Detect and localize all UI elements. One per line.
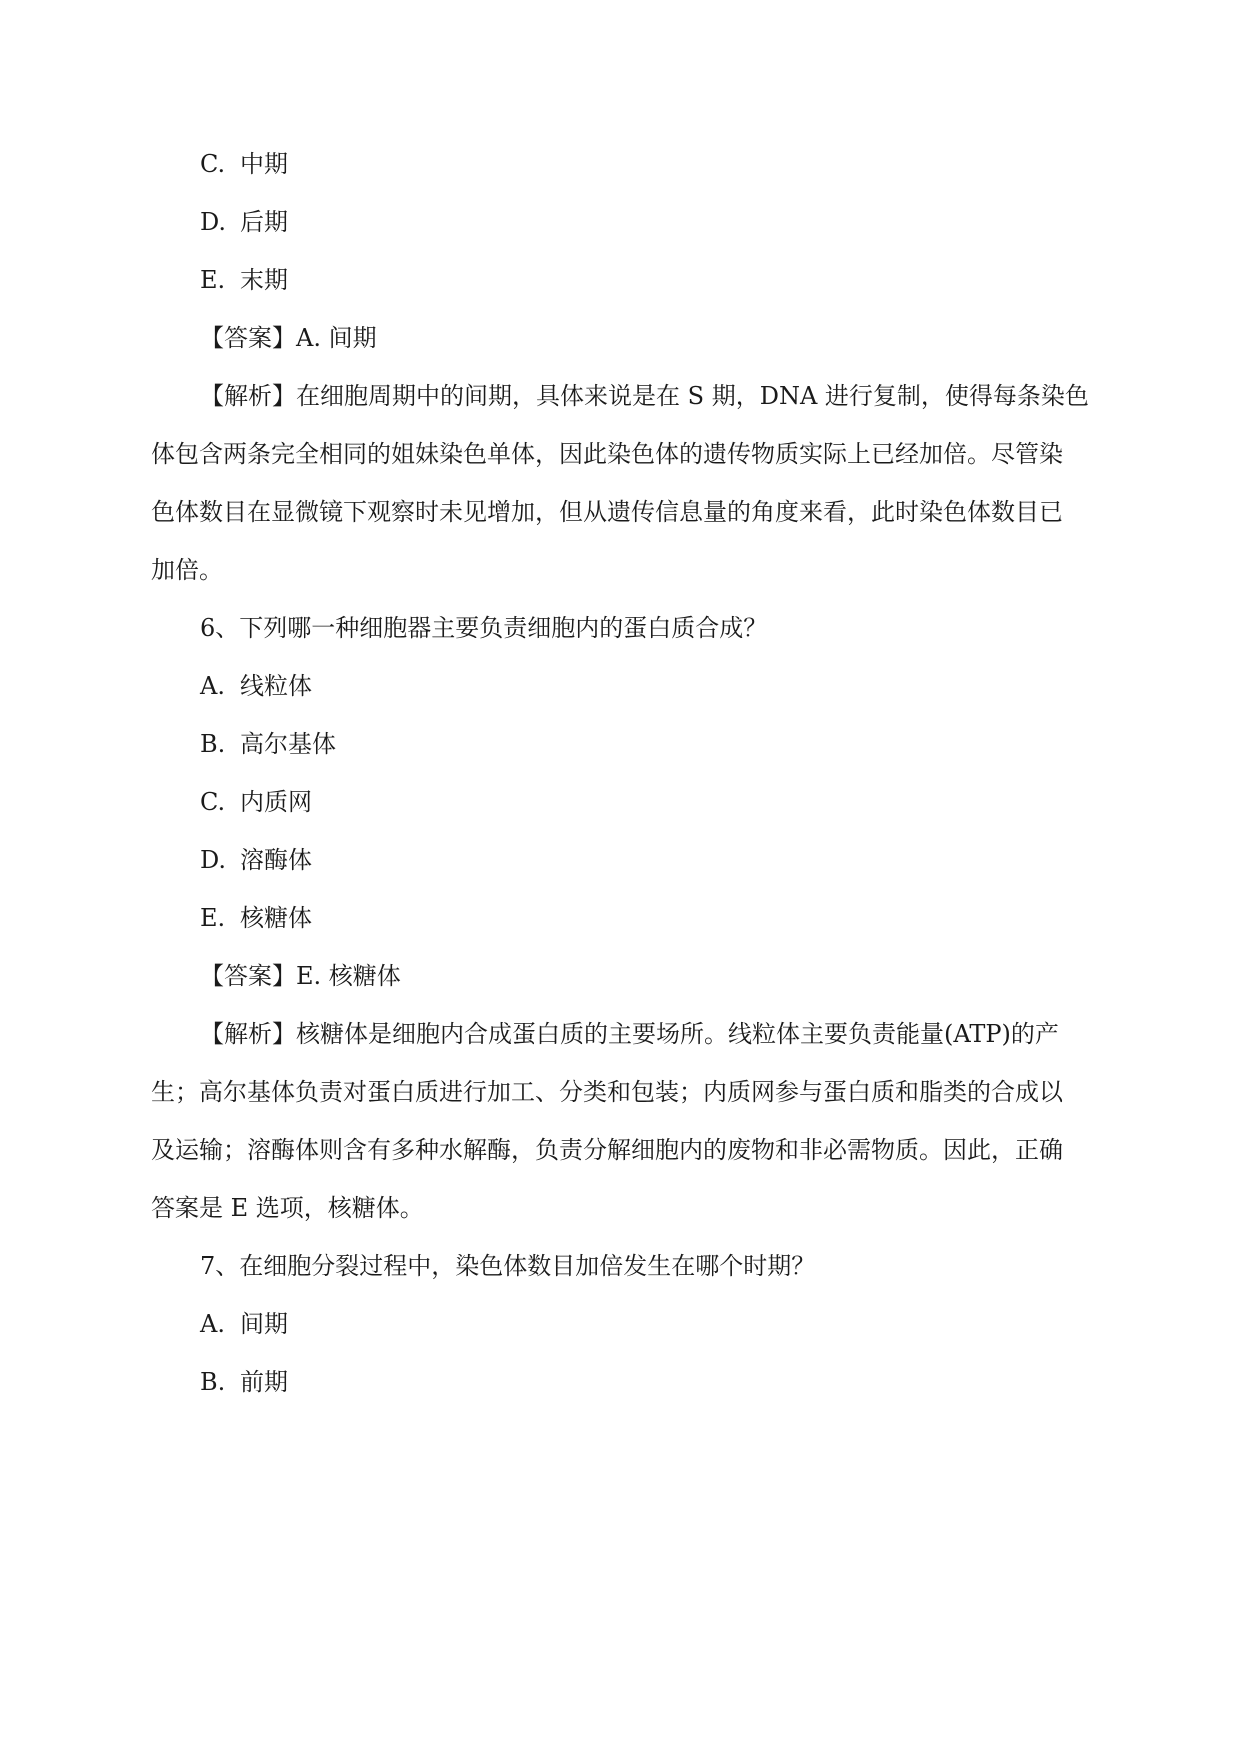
- option-d: [200, 844, 312, 876]
- option-c: [200, 786, 312, 818]
- explanation-line: 色体数目在显微镜下观察时未见增加，但从遗传信息量的角度来看，此时染色体数目已: [151, 498, 1063, 526]
- option-text: 溶酶体: [240, 846, 312, 874]
- explanation-line: 体包含两条完全相同的姐妹染色单体，因此染色体的遗传物质实际上已经加倍。尽管染: [151, 440, 1063, 468]
- explanation-line: 加倍。: [151, 556, 223, 584]
- option-text: 内质网: [240, 788, 312, 816]
- option-b: [200, 728, 336, 760]
- option-letter: B.: [200, 1368, 226, 1396]
- option-letter: D.: [200, 846, 227, 874]
- question-stem: 6、下列哪一种细胞器主要负责细胞内的蛋白质合成？: [200, 614, 768, 642]
- option-e: [200, 902, 312, 934]
- option-c: [200, 148, 288, 180]
- option-text: 线粒体: [240, 672, 312, 700]
- option-letter: B.: [200, 730, 226, 758]
- explanation-line: 【解析】在细胞周期中的间期，具体来说是在 S 期，DNA 进行复制，使得每条染色: [200, 382, 1089, 410]
- answer-line: 【答案】A. 间期: [200, 324, 377, 352]
- option-letter: A.: [200, 1310, 225, 1338]
- option-a: [200, 670, 312, 702]
- option-letter: A.: [200, 672, 225, 700]
- option-b: [200, 1366, 288, 1398]
- explanation-line: 及运输；溶酶体则含有多种水解酶，负责分解细胞内的废物和非必需物质。因此，正确: [151, 1136, 1063, 1164]
- option-d: [200, 206, 288, 238]
- option-text: 核糖体: [240, 904, 312, 932]
- explanation-line: 【解析】核糖体是细胞内合成蛋白质的主要场所。线粒体主要负责能量(ATP)的产: [200, 1020, 1059, 1048]
- option-a: [200, 1308, 288, 1340]
- option-text: 中期: [240, 150, 288, 178]
- option-text: 前期: [240, 1368, 288, 1396]
- option-text: 末期: [240, 266, 288, 294]
- explanation-line: 生；高尔基体负责对蛋白质进行加工、分类和包装；内质网参与蛋白质和脂类的合成以: [151, 1078, 1063, 1106]
- answer-line: 【答案】E. 核糖体: [200, 962, 401, 990]
- option-e: [200, 264, 288, 296]
- option-text: 后期: [240, 208, 288, 236]
- option-letter: D.: [200, 208, 227, 236]
- option-text: 高尔基体: [240, 730, 336, 758]
- option-letter: E.: [200, 904, 226, 932]
- option-letter: C.: [200, 788, 226, 816]
- question-stem: 7、在细胞分裂过程中，染色体数目加倍发生在哪个时期？: [200, 1252, 816, 1280]
- option-text: 间期: [240, 1310, 288, 1338]
- option-letter: C.: [200, 150, 226, 178]
- option-letter: E.: [200, 266, 226, 294]
- explanation-line: 答案是 E 选项，核糖体。: [151, 1194, 424, 1222]
